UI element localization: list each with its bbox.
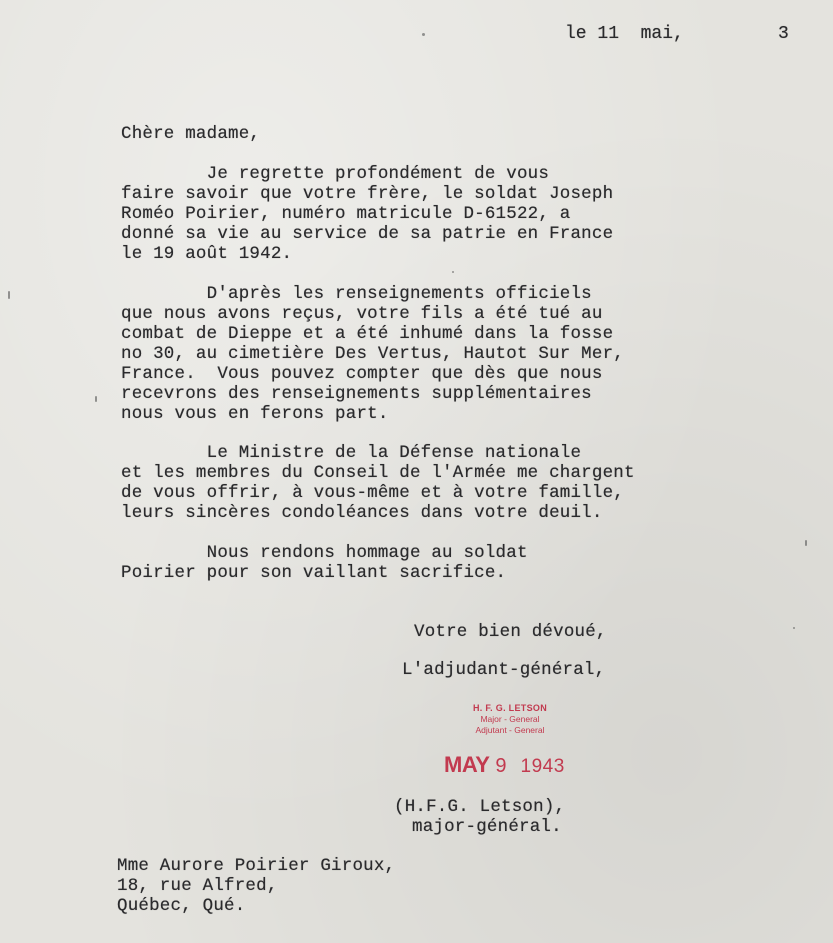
recipient-line: 18, rue Alfred, [117,876,278,896]
paragraph-1-line: faire savoir que votre frère, le soldat Joseph [121,184,614,204]
paragraph-2-line: D'après les renseignements officiels [121,284,592,304]
recipient-line: Mme Aurore Poirier Giroux, [117,856,396,876]
paragraph-4-line: Nous rendons hommage au soldat [121,543,528,563]
paper-speck [452,271,454,273]
recipient-line: Québec, Qué. [117,896,246,916]
date-stamp [444,752,565,778]
paragraph-1-line: Roméo Poirier, numéro matricule D-61522, a [121,204,571,224]
paragraph-2-line: recevrons des renseignements supplémentaires [121,384,592,404]
date-stamp-day: 9 [495,755,507,777]
paragraph-2-line: que nous avons reçus, votre fils a été tué au [121,304,603,324]
paper-speck [422,33,425,36]
stamp-rank: Major - General [480,714,540,724]
paragraph-2-line: combat de Dieppe et a été inhumé dans la fosse [121,324,614,344]
letter-date: le 11 mai, [565,24,684,44]
paragraph-1-line: donné sa vie au service de sa patrie en France [121,224,614,244]
date-stamp-year: 1943 [520,756,565,777]
paragraph-2-line: France. Vous pouvez compter que dès que nous [121,364,603,384]
paragraph-4-line: Poirier pour son vaillant sacrifice. [121,563,507,583]
stamp-role: Adjutant - General [475,725,545,735]
paragraph-2-line: nous vous en ferons part. [121,404,389,424]
paper-speck [8,291,10,299]
paper-speck [95,396,97,402]
page-number: 3 [778,24,789,44]
stamp-name: H. F. G. LETSON [472,703,547,713]
paragraph-2-line: no 30, au cimetière Des Vertus, Hautot Sur Mer, [121,344,624,364]
paragraph-1-line: Je regrette profondément de vous [121,164,550,184]
salutation: Chère madame, [121,124,261,144]
signature-title: major-général. [412,817,562,837]
paragraph-3-line: Le Ministre de la Défense nationale [121,443,582,463]
date-stamp-month: MAY [444,752,490,777]
paragraph-3-line: et les membres du Conseil de l'Armée me chargent [121,463,635,483]
paragraph-1-line: le 19 août 1942. [121,244,293,264]
closing-title: L'adjudant-général, [402,660,606,680]
paper-speck [805,540,807,546]
signature-name: (H.F.G. Letson), [394,797,566,817]
closing-line: Votre bien dévoué, [414,622,607,642]
paragraph-3-line: de vous offrir, à vous-même et à votre famille, [121,483,624,503]
paragraph-3-line: leurs sincères condoléances dans votre deuil. [121,503,603,523]
paper-speck [793,627,795,629]
